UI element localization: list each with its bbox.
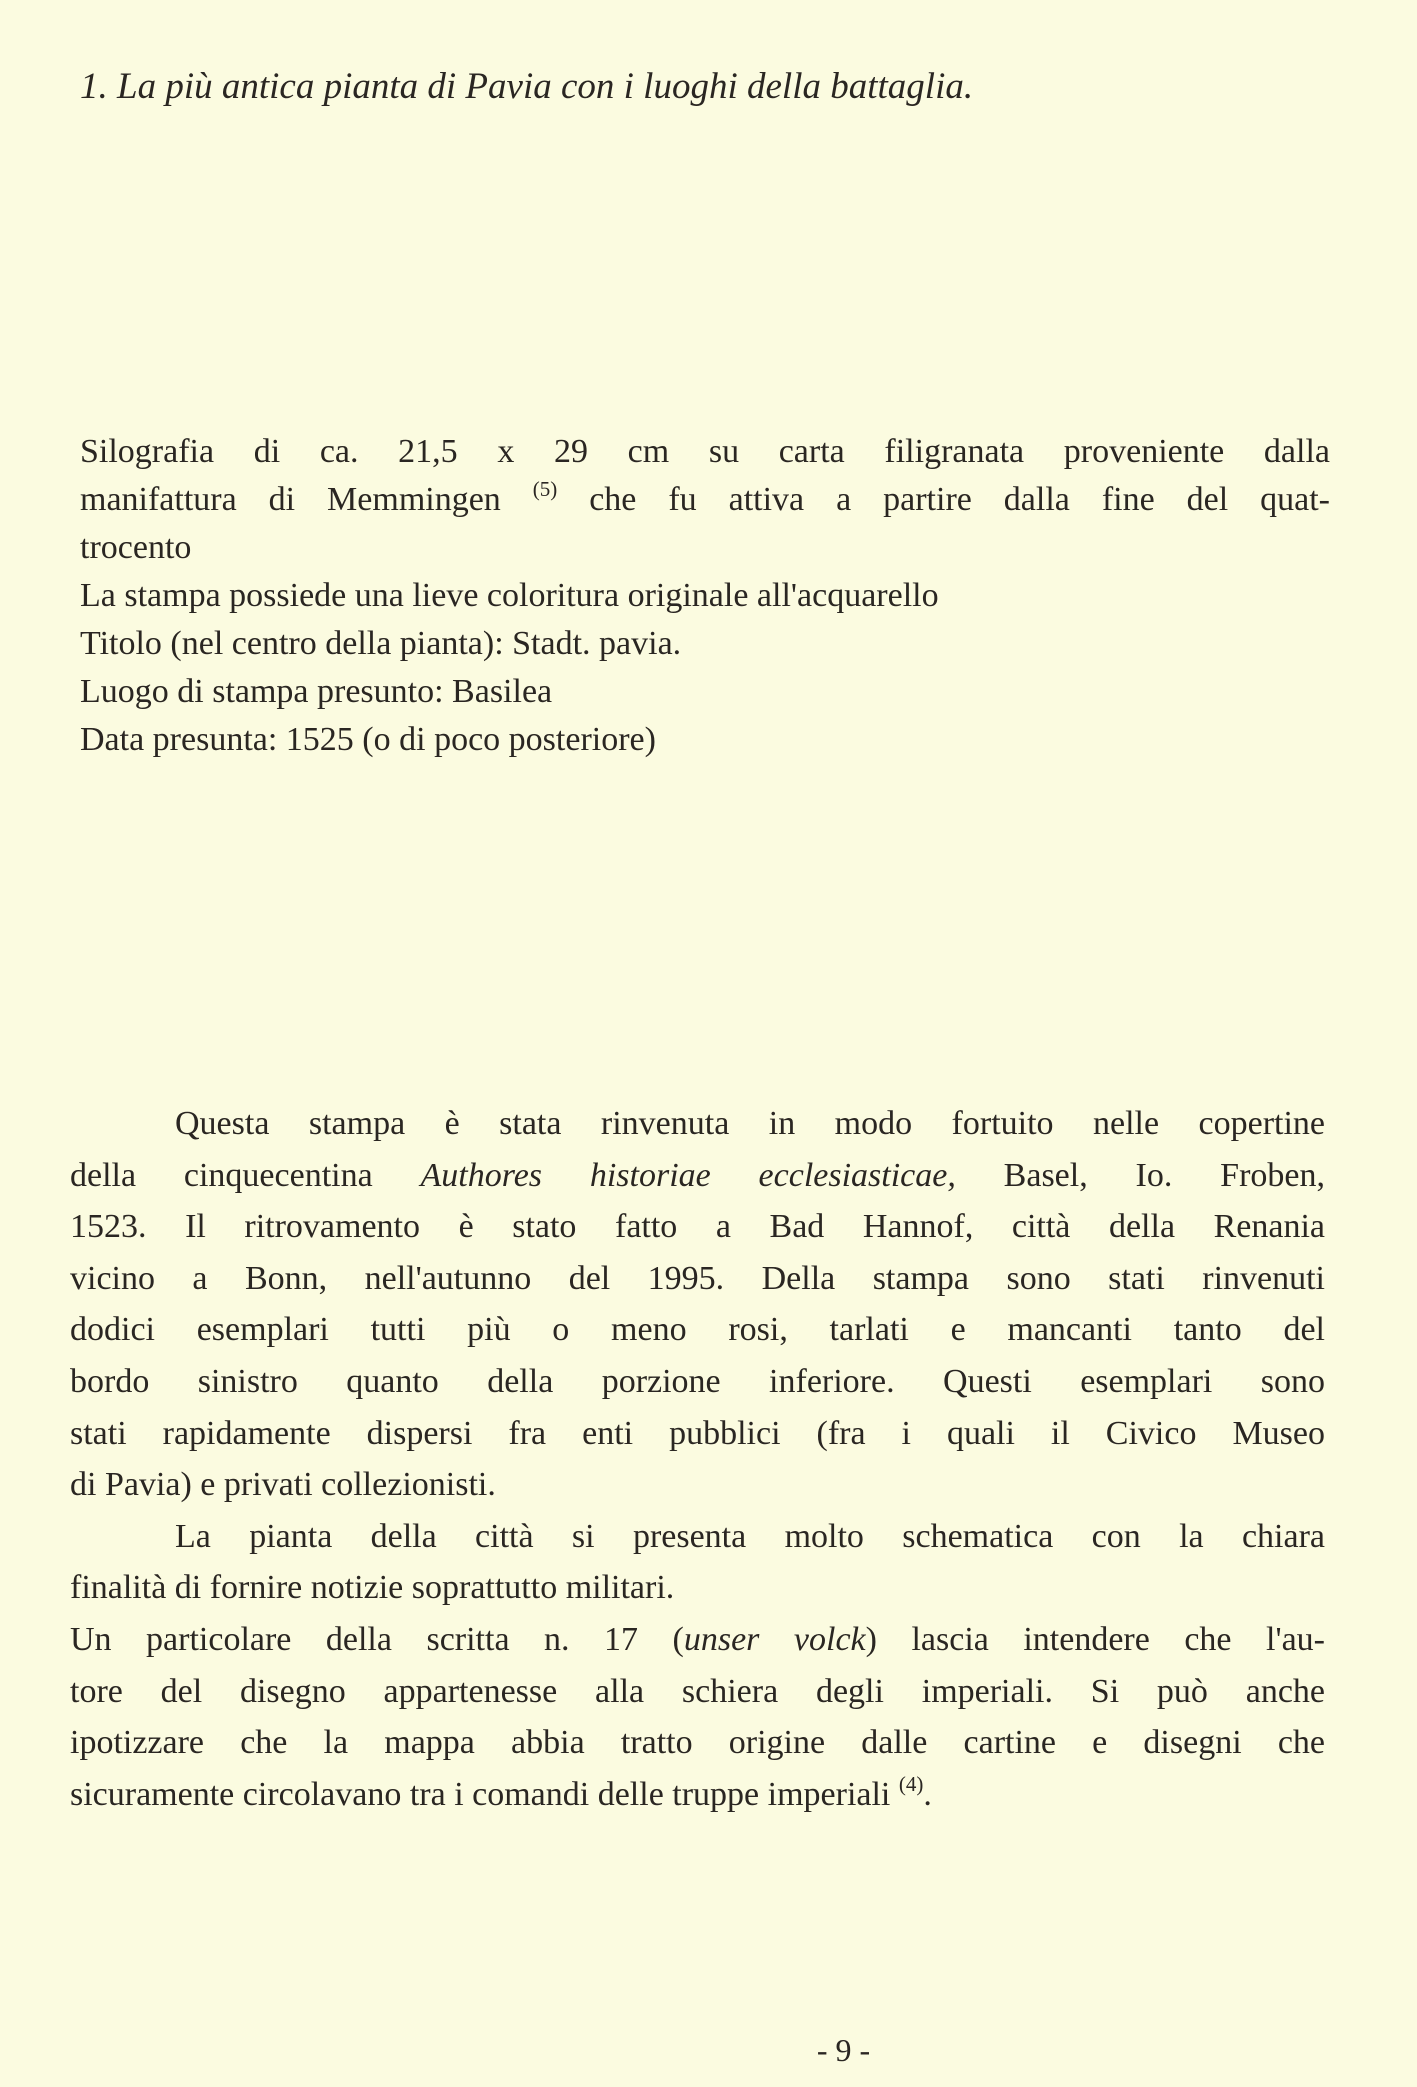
entry-line: trocento	[80, 529, 192, 566]
entry-title-line: Titolo (nel centro della pianta): Stadt. pavia.	[80, 625, 682, 662]
text-line: bordo sinistro quanto della porzione inferiore. Questi esemplari sono	[70, 1362, 1325, 1400]
text-segment: della cinquecentina	[70, 1156, 421, 1194]
entry-line	[80, 476, 1330, 524]
book-title: Authores historiae ecclesiasticae,	[420, 1156, 956, 1194]
entry-line: Silografia di ca. 21,5 x 29 cm su carta filigranata proveniente dalla	[80, 433, 1330, 470]
footnote-reference: (5)	[532, 477, 558, 501]
text-segment: ) lascia intendere che l'au-	[865, 1620, 1326, 1658]
text-line	[70, 1614, 1325, 1666]
text-segment: .	[923, 1775, 932, 1813]
text-line: vicino a Bonn, nell'autunno del 1995. Della stampa sono stati rinvenuti	[70, 1259, 1325, 1297]
footnote-reference: (4)	[898, 1771, 924, 1796]
quoted-inscription: unser volck	[683, 1620, 866, 1658]
text-line: dodici esemplari tutti più o meno rosi, tarlati e mancanti tanto del	[70, 1311, 1325, 1349]
entry-line: La stampa possiede una lieve coloritura originale all'acquarello	[80, 577, 939, 614]
text-line: La pianta della città si presenta molto schematica con la chiara	[175, 1517, 1325, 1555]
entry-text: manifattura di Memmingen	[80, 481, 533, 518]
catalogue-entry	[80, 428, 1330, 764]
text-line: stati rapidamente dispersi fra enti pubblici (fra i quali il Civico Museo	[70, 1414, 1325, 1452]
text-line: di Pavia) e privati collezionisti.	[70, 1466, 496, 1504]
chapter-heading: 1. La più antica pianta di Pavia con i luoghi della battaglia.	[80, 66, 974, 107]
text-line: ipotizzare che la mappa abbia tratto origine dalle cartine e disegni che	[70, 1724, 1325, 1762]
entry-date-line: Data presunta: 1525 (o di poco posteriore)	[80, 721, 656, 758]
text-line: Questa stampa è stata rinvenuta in modo fortuito nelle copertine	[175, 1105, 1325, 1142]
paragraph	[70, 1614, 1325, 1820]
text-segment: Basel, Io. Froben,	[955, 1156, 1325, 1194]
main-text	[70, 1098, 1325, 1820]
paragraph	[70, 1511, 1325, 1614]
text-line: 1523. Il ritrovamento è stato fatto a Bad Hannof, città della Renania	[70, 1208, 1325, 1246]
text-segment: Un particolare della scritta n. 17 (	[70, 1620, 684, 1658]
entry-place-line: Luogo di stampa presunto: Basilea	[80, 673, 553, 710]
entry-text: che fu attiva a partire dalla fine del quat-	[557, 481, 1330, 518]
text-line: finalità di fornire notizie soprattutto militari.	[70, 1569, 675, 1607]
text-line: tore del disegno appartenesse alla schiera degli imperiali. Si può anche	[70, 1672, 1325, 1710]
text-segment: sicuramente circolavano tra i comandi delle truppe imperiali	[70, 1775, 899, 1813]
page-number: - 9 -	[816, 2032, 871, 2068]
text-line	[70, 1769, 1325, 1821]
text-line	[70, 1150, 1325, 1202]
paragraph	[70, 1098, 1325, 1511]
